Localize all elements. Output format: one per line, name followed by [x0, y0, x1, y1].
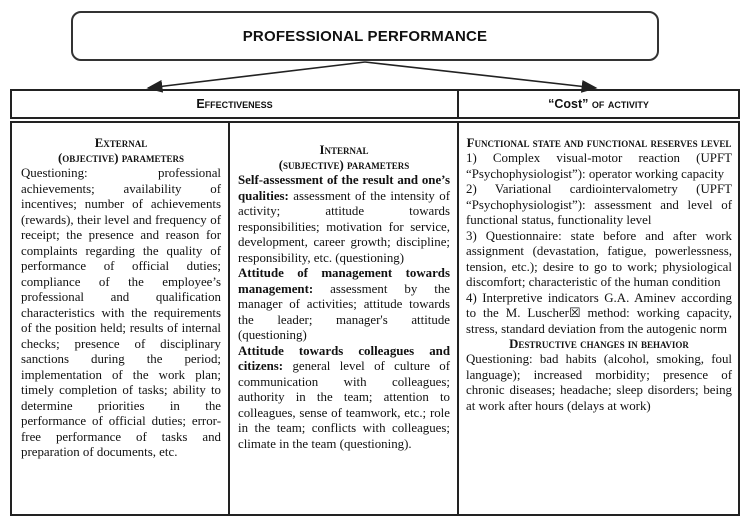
internal-heading-line2: (subjective) parameters [278, 158, 410, 172]
functional-item: 1) Complex visual-motor reaction (UPFT “Psychophysiologist”): operator working capacity [466, 151, 732, 181]
functional-heading: Functional state and functional reserves level [466, 136, 732, 150]
functional-item: 4) Interpretive indicators G.A. Aminev according to the M. Luscher☒ method: working capacity, stress, standard deviation from the autogenic norm [466, 290, 732, 336]
destructive-text: Questioning: bad habits (alcohol, smoking, foul language); increased morbidity; presence of chronic diseases; headache; sleep disorders; being at work after hours (delays at work) [466, 352, 732, 413]
connector-arrows [0, 0, 740, 100]
internal-item: Attitude towards colleagues and citizens: general level of culture of communication with colleagues; authority in the team; attention to colleagues, sense of teamwork, etc.; role in the team; conflicts with colleagues; climate in the team (questioning). [238, 343, 450, 451]
external-heading-line2: (objective) parameters [57, 151, 185, 165]
diagram-title: PROFESSIONAL PERFORMANCE [242, 27, 488, 45]
internal-item: Self-assessment of the result and one’s qualities: assessment of the intensity of activity; attitude towards responsibilities; motivation for service, development, career growth; discipline; responsibility, etc. (questioning) [238, 173, 450, 265]
internal-heading-line1: Internal [319, 143, 369, 157]
functional-item: 2) Variational cardiointervalometry (UPFT “Psychophysiologist”): assessment and level of functional status, functionality level [466, 182, 732, 227]
effectiveness-header [10, 89, 459, 119]
external-text: Questioning: professional achievements; availability of incentives; number of achievements (rewards), their level and frequency of receipt; the presence and reason for complaints regarding the quality of performance of official duties; compliance of the employee’s professional and qualification characteristics with the requirements of the position held; results of internal checks; presence of disciplinary sanctions during the period; implementation of the work plan; timely completion of tasks; ability to determine priorities in the performance of official duties; error-free performance of tasks and preparation of documents, etc. [21, 166, 221, 459]
destructive-heading: Destructive changes in behavior [509, 337, 689, 351]
cost-header [457, 89, 740, 119]
internal-parameters-column [228, 121, 459, 516]
external-parameters-column [10, 121, 230, 516]
functional-item: 3) Questionnaire: state before and after work assignment (devastation, fatigue, powerlessness, tension, etc.); desire to go to work; physiological discomfort; characteristic of the human condition [466, 228, 732, 289]
cost-header-label: “Cost” of activity [548, 97, 649, 111]
arrow-to-cost [365, 62, 596, 88]
effectiveness-header-label: Effectiveness [196, 97, 273, 111]
arrow-to-effectiveness [148, 62, 365, 88]
internal-item: Attitude of management towards management: assessment by the manager of activities; attitude towards the leader; manager's attitude (questioning) [238, 266, 450, 342]
cost-column [457, 121, 740, 516]
external-heading-line1: External [94, 136, 148, 150]
